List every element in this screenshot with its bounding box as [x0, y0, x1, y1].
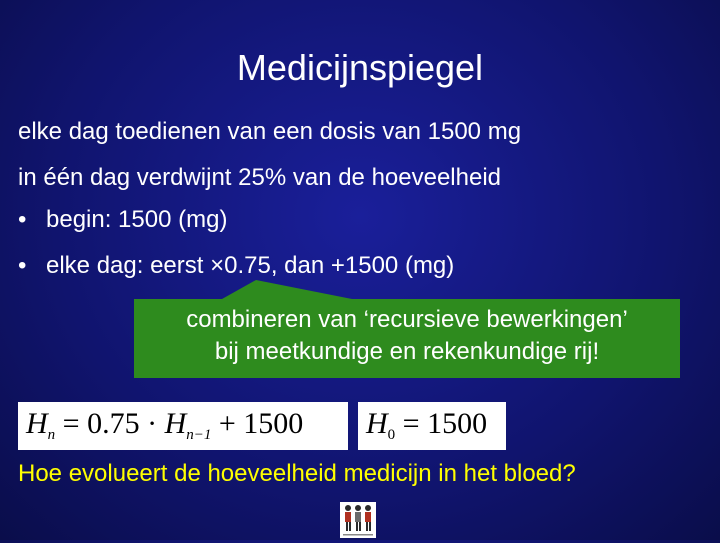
formula-subscript-n: n — [47, 427, 56, 443]
text-line-decay: in één dag verdwijnt 25% van de hoeveelheid — [18, 164, 502, 191]
bullet-text: elke dag: eerst ×0.75, dan +1500 (mg) — [46, 252, 455, 279]
slide-title: Medicijnspiegel — [236, 47, 484, 88]
bullet-text: begin: 1500 (mg) — [46, 206, 228, 233]
formula-subscript-n-1: n−1 — [186, 427, 212, 443]
formula-factor: = 0.75 · — [55, 407, 165, 440]
initial-value-formula — [358, 402, 506, 450]
formula-h: H — [26, 407, 48, 440]
logo-icon — [340, 502, 376, 538]
formula-addend: + 1500 — [211, 407, 304, 440]
recurrence-formula — [18, 402, 348, 450]
formula-h0: H — [366, 407, 388, 440]
bullet-marker: • — [18, 206, 27, 233]
question-text: Hoe evolueert de hoeveelheid medicijn in het bloed? — [18, 460, 576, 487]
text-line-dose: elke dag toedienen van een dosis van 1500 mg — [18, 118, 522, 145]
callout-line-2: bij meetkundige en rekenkundige rij! — [214, 338, 600, 365]
bullet-marker: • — [18, 252, 27, 279]
formula-h-prev: H — [164, 407, 187, 440]
callout-text — [134, 304, 680, 368]
formula-subscript-0: 0 — [387, 427, 396, 443]
formula-initial-value: = 1500 — [395, 407, 488, 440]
logo-figures-icon — [340, 502, 376, 538]
callout-line-1: combineren van ‘recursieve bewerkingen’ — [186, 306, 628, 333]
